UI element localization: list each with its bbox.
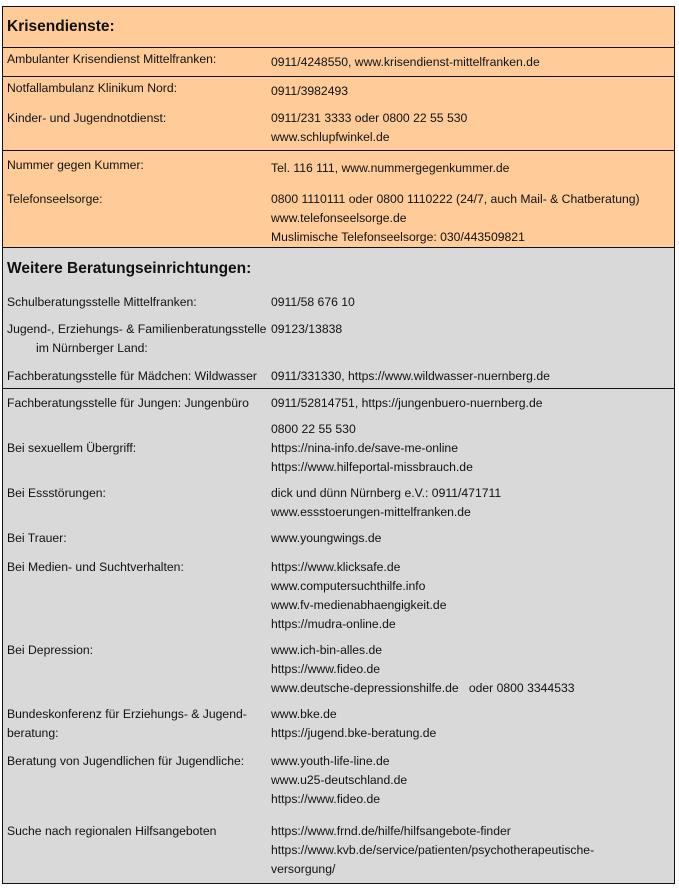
- section-heading-crisis: Krisendienste:: [7, 18, 115, 35]
- value-line[interactable]: 0911/331330, https://www.wildwasser-nuernberg.de: [271, 369, 550, 383]
- contacts-table: [2, 6, 675, 884]
- row-label: Ambulanter Krisendienst Mittelfranken:: [7, 52, 217, 66]
- row-label: Bei Essstörungen:: [7, 486, 106, 500]
- label-line: Bundeskonferenz für Erziehungs- & Jugend-: [7, 707, 247, 721]
- value-line[interactable]: Tel. 116 111, www.nummergegenkummer.de: [271, 161, 510, 175]
- value-line: 0800 22 55 530: [271, 422, 356, 436]
- divider: [3, 388, 674, 389]
- value-line[interactable]: www.youngwings.de: [271, 531, 382, 545]
- divider: [3, 47, 674, 48]
- value-line[interactable]: www.youth-life-line.de: [271, 754, 390, 768]
- value-line[interactable]: www.bke.de: [271, 707, 337, 721]
- value-line: Muslimische Telefonseelsorge: 030/443509821: [271, 230, 525, 244]
- row-label: Schulberatungsstelle Mittelfranken:: [7, 295, 197, 309]
- label-line: Jugend-, Erziehungs- & Familienberatungsstelle: [7, 322, 267, 336]
- value-line: 0911/231 3333 oder 0800 22 55 530: [271, 111, 468, 125]
- row-value: [271, 420, 473, 477]
- row-value: [271, 484, 501, 522]
- value-line: 09123/13838: [271, 322, 343, 336]
- row-value: [271, 752, 407, 809]
- row-value: [271, 529, 381, 548]
- row-value: [271, 394, 543, 413]
- row-label: Telefonseelsorge:: [7, 192, 103, 206]
- row-label: Nummer gegen Kummer:: [7, 158, 144, 172]
- row-value: [271, 159, 509, 178]
- value-line[interactable]: https://mudra-online.de: [271, 617, 396, 631]
- row-label: Fachberatungsstelle für Mädchen: Wildwasser: [7, 369, 257, 383]
- value-line[interactable]: 0911/4248550, www.krisendienst-mittelfranken.de: [271, 55, 540, 69]
- value-line[interactable]: www.telefonseelsorge.de: [271, 211, 407, 225]
- value-line[interactable]: www.fv-medienabhaengigkeit.de: [271, 598, 447, 612]
- label-line: beratung:: [7, 726, 59, 740]
- value-line[interactable]: www.deutsche-depressionshilfe.de oder 0800 3344533: [271, 681, 575, 695]
- value-line[interactable]: https://nina-info.de/save-me-online: [271, 441, 458, 455]
- value-line[interactable]: www.ich-bin-alles.de: [271, 643, 383, 657]
- row-label: Fachberatungsstelle für Jungen: Jungenbüro: [7, 396, 249, 410]
- value-line[interactable]: https://www.fideo.de: [271, 662, 381, 676]
- value-line[interactable]: https://www.hilfeportal-missbrauch.de: [271, 460, 473, 474]
- row-label: Bei Depression:: [7, 643, 94, 657]
- value-line[interactable]: www.schlupfwinkel.de: [271, 130, 390, 144]
- value-line[interactable]: https://www.frnd.de/hilfe/hilfsangebote-finder: [271, 824, 511, 838]
- value-line[interactable]: https://www.klicksafe.de: [271, 560, 401, 574]
- row-label: Suche nach regionalen Hilfsangeboten: [7, 824, 217, 838]
- row-label: [7, 705, 247, 743]
- row-value: [271, 293, 355, 312]
- row-label: Bei sexuellem Übergriff:: [7, 441, 137, 455]
- row-value: [271, 822, 594, 879]
- row-value: [271, 82, 348, 101]
- row-value: [271, 641, 575, 698]
- row-value: [271, 705, 436, 743]
- value-line[interactable]: https://www.fideo.de: [271, 792, 381, 806]
- value-line[interactable]: https://www.kvb.de/service/patienten/psychotherapeutische-: [271, 843, 595, 857]
- value-line[interactable]: www.u25-deutschland.de: [271, 773, 408, 787]
- row-value: [271, 367, 550, 386]
- row-label: Kinder- und Jugendnotdienst:: [7, 111, 167, 125]
- row-label: Bei Medien- und Suchtverhalten:: [7, 560, 184, 574]
- value-line[interactable]: 0911/52814751, https://jungenbuero-nuernberg.de: [271, 396, 543, 410]
- row-label: Beratung von Jugendlichen für Jugendliche:: [7, 754, 245, 768]
- label-line: im Nürnberger Land:: [36, 341, 148, 355]
- section-heading-other: Weitere Beratungseinrichtungen:: [7, 260, 252, 277]
- divider: [3, 247, 674, 248]
- value-line: dick und dünn Nürnberg e.V.: 0911/471711: [271, 486, 502, 500]
- row-value: [271, 558, 446, 634]
- value-line: 0911/3982493: [271, 84, 349, 98]
- value-line[interactable]: www.computersuchthilfe.info: [271, 579, 426, 593]
- row-value: [271, 190, 640, 247]
- value-line: 0911/58 676 10: [271, 295, 355, 309]
- value-line[interactable]: versorgung/: [271, 862, 336, 876]
- row-value: [271, 320, 342, 339]
- row-value: [271, 109, 467, 147]
- divider: [3, 76, 674, 77]
- row-label: Bei Trauer:: [7, 531, 67, 545]
- row-value: [271, 53, 540, 72]
- value-line: 0800 1110111 oder 0800 1110222 (24/7, auch Mail- & Chatberatung): [271, 192, 640, 206]
- row-label: Notfallambulanz Klinikum Nord:: [7, 81, 178, 95]
- value-line[interactable]: www.essstoerungen-mittelfranken.de: [271, 505, 471, 519]
- value-line[interactable]: https://jugend.bke-beratung.de: [271, 726, 437, 740]
- divider: [3, 150, 674, 151]
- row-label: [7, 320, 266, 358]
